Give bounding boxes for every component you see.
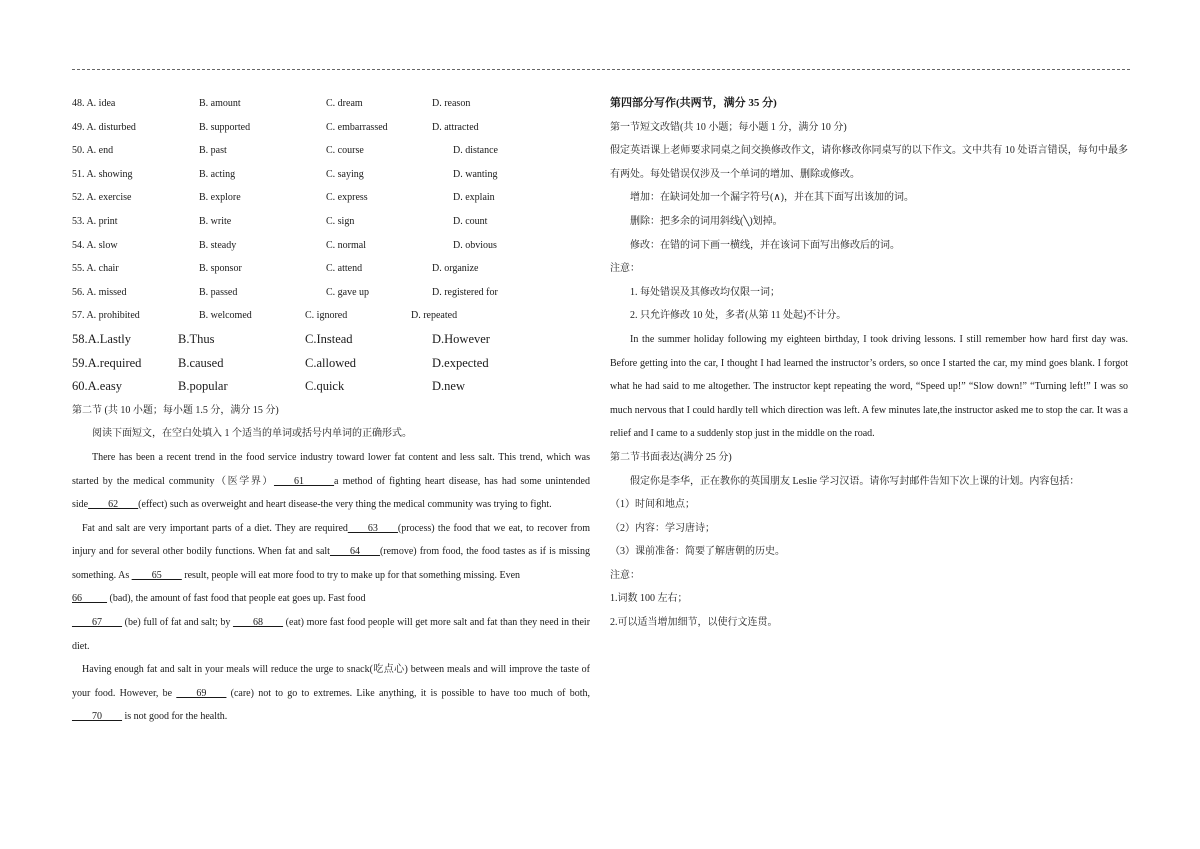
option-choice: B. passed — [199, 286, 238, 298]
option-choice: 51. A. showing — [72, 168, 133, 180]
passage-text: (care) not to go to extremes. Like anything, it is possible to have too much of both, — [230, 687, 591, 699]
option-choice: C. sign — [326, 215, 355, 227]
option-choice: B.popular — [178, 379, 228, 394]
option-row — [72, 92, 590, 116]
blank-66: 66_____ — [72, 593, 107, 605]
passage-text: Fat and salt are very important parts of a diet. They are required — [82, 522, 348, 534]
option-choice: D. attracted — [432, 121, 479, 133]
option-choice: C. attend — [326, 263, 363, 275]
passage-text: Having enough fat and salt in your meals will reduce the urge to snack(吃点心) between meals and will improve the taste of your food. However, be — [72, 664, 590, 699]
option-choice: 54. A. slow — [72, 239, 118, 251]
option-choice: 49. A. disturbed — [72, 121, 136, 133]
option-choice: C. saying — [326, 168, 364, 180]
blank-67: ____67____ — [72, 617, 122, 629]
section1-intro: 假定英语课上老师要求同桌之间交换修改作文，请你修改你同桌写的以下作文。文中共有 10 处语言错误，每句中最多有两处。每处错误仅涉及一个单词的增加、删除或修改。 — [610, 145, 1128, 180]
option-choice: D.new — [432, 379, 465, 394]
rule-delete: 删除：把多余的词用斜线(╲)划掉。 — [630, 215, 783, 227]
section1-heading: 第一节短文改错(共 10 小题；每小题 1 分，满分 10 分) — [610, 121, 847, 133]
writing-note-1: 1.词数 100 左右； — [610, 593, 688, 605]
passage-text: (remove) from food, the food tastes as if is missing something. As — [72, 546, 590, 581]
option-choice: C. course — [326, 145, 364, 157]
option-choice: 48. A. idea — [72, 98, 116, 109]
passage-text: (effect) such as overweight and heart disease-the very thing the medical community was trying to fight. — [138, 499, 552, 511]
option-row — [72, 352, 590, 376]
left-column — [72, 92, 590, 729]
right-column — [610, 92, 1128, 635]
writing-item-3: （3）课前准备：简要了解唐朝的历史。 — [610, 546, 785, 558]
option-choice: C.Instead — [305, 331, 353, 346]
passage-text: (bad), the amount of fast food that people eat goes up. Fast food — [109, 593, 366, 605]
option-choice: C. ignored — [305, 310, 348, 322]
option-row — [72, 234, 590, 258]
option-row — [72, 375, 590, 399]
top-dashed-rule — [72, 69, 1130, 70]
option-choice: 59.A.required — [72, 355, 142, 370]
option-choice: D. count — [453, 215, 488, 227]
option-choice: D. repeated — [411, 310, 458, 322]
option-choice: D. distance — [453, 145, 498, 157]
option-choice: C. normal — [326, 239, 366, 251]
option-choice: B. past — [199, 145, 227, 157]
option-choice: 56. A. missed — [72, 286, 127, 298]
option-choice: B. explore — [199, 192, 241, 204]
option-choice: D.expected — [432, 355, 489, 370]
option-row — [72, 210, 590, 234]
option-choice: C. dream — [326, 98, 363, 109]
option-choice: D.However — [432, 331, 490, 346]
blank-70: ____70____ — [72, 711, 122, 723]
option-row — [72, 186, 590, 210]
option-choice: B.caused — [178, 355, 224, 370]
rule-modify: 修改：在错的词下画一横线，并在该词下面写出修改后的词。 — [630, 239, 900, 251]
part4-title: 第四部分写作(共两节，满分 35 分) — [610, 97, 777, 109]
passage-text: (process) the food that we eat, to recover from injury and for several other bodily functions. When fat and salt — [72, 522, 591, 558]
option-choice: D. explain — [453, 192, 495, 204]
option-choice: D. obvious — [453, 239, 497, 251]
passage-paragraph-3 — [72, 658, 590, 729]
writing-item-2: （2）内容：学习唐诗； — [610, 522, 715, 534]
option-choice: C.quick — [305, 379, 345, 394]
option-choice: B. amount — [199, 98, 241, 109]
option-row — [72, 304, 590, 328]
option-choice: B. sponsor — [199, 263, 242, 275]
option-choice: D. registered for — [432, 286, 498, 298]
option-row — [72, 139, 590, 163]
option-choice: 53. A. print — [72, 215, 118, 227]
blank-61: ____61______ — [274, 475, 335, 487]
passage-paragraph-2 — [72, 517, 590, 659]
blank-68: ____68____ — [233, 617, 284, 629]
writing-note-2: 2.可以适当增加细节，以使行文连贯。 — [610, 617, 778, 629]
option-row — [72, 281, 590, 305]
section2-instruction: 阅读下面短文，在空白处填入 1 个适当的单词或括号内单词的正确形式。 — [92, 428, 412, 440]
options-list — [72, 92, 590, 399]
option-choice: B.Thus — [178, 331, 215, 346]
blank-64: ____64____ — [329, 546, 380, 558]
option-row — [72, 257, 590, 281]
option-choice: B. supported — [199, 121, 251, 133]
option-choice: 55. A. chair — [72, 263, 119, 275]
error-correction-passage: In the summer holiday following my eighteen birthday, I took driving lessons. I still remember how hard first day was. Before getting into the car, I thought I had learned the instructor’s orders, so once I started the car, my mind goes blank. I forgot what he had said to me altogether. The instructor kept repeating the word, “Speed up!” “Slow down!” “Turning left!” I was so much nervous that I could hardly tell which direction was left. A few minutes late,the instructor asked me to stop the car. It was a relief and I came to a suddenly stop just in the middle on the road. — [610, 333, 1128, 440]
passage-text: There has been a recent trend in the food service industry toward lower fat content and less salt. This trend, which was started by the medical community（医学界） — [72, 451, 590, 487]
option-choice: C.allowed — [305, 355, 357, 370]
writing-note-label: 注意： — [610, 569, 640, 581]
option-choice: B. acting — [199, 168, 236, 180]
option-choice: 60.A.easy — [72, 379, 122, 394]
option-row — [72, 163, 590, 187]
writing-intro: 假定你是李华，正在教你的英国朋友 Leslie 学习汉语。请你写封邮件告知下次上课的计划。内容包括： — [630, 475, 1080, 487]
option-choice: 52. A. exercise — [72, 192, 132, 204]
option-choice: 50. A. end — [72, 145, 114, 157]
option-choice: D. reason — [432, 98, 471, 109]
rule-add: 增加：在缺词处加一个漏字符号(∧)，并在其下面写出该加的词。 — [630, 192, 914, 204]
writing-item-1: （1）时间和地点； — [610, 499, 695, 511]
option-row — [72, 328, 590, 352]
note-label: 注意： — [610, 263, 640, 275]
passage-text: (be) full of fat and salt; by — [124, 617, 231, 629]
option-choice: 58.A.Lastly — [72, 331, 132, 346]
option-choice: 57. A. prohibited — [72, 310, 140, 322]
blank-65: ____65____ — [131, 569, 182, 581]
option-choice: B. write — [199, 215, 232, 227]
option-choice: D. wanting — [453, 168, 498, 180]
blank-63: ____63____ — [347, 522, 398, 534]
passage-paragraph-1 — [72, 446, 590, 517]
option-choice: B. welcomed — [199, 310, 252, 322]
passage-text: a method of fighting heart disease, has had some unintended side — [72, 475, 590, 511]
note-2: 2. 只允许修改 10 处，多者(从第 11 处起)不计分。 — [630, 310, 847, 322]
blank-69: ____69____ — [176, 687, 227, 699]
section2-heading: 第二节 (共 10 小题；每小题 1.5 分，满分 15 分) — [72, 404, 279, 416]
option-choice: C. gave up — [326, 286, 370, 298]
option-choice: B. steady — [199, 239, 237, 251]
passage-text: result, people will eat more food to try to make up for that something missing. Even — [184, 569, 521, 581]
blank-62: ____62____ — [88, 499, 139, 511]
option-choice: D. organize — [432, 263, 479, 275]
option-choice: C. express — [326, 192, 368, 204]
section2-writing-heading: 第二节书面表达(满分 25 分) — [610, 451, 732, 463]
option-choice: C. embarrassed — [326, 121, 388, 133]
option-row — [72, 116, 590, 140]
note-1: 1. 每处错误及其修改均仅限一词； — [630, 286, 780, 298]
passage-text: (eat) more fast food people will get more salt and fat than they need in their diet. — [72, 617, 591, 652]
passage-text: is not good for the health. — [124, 711, 228, 723]
